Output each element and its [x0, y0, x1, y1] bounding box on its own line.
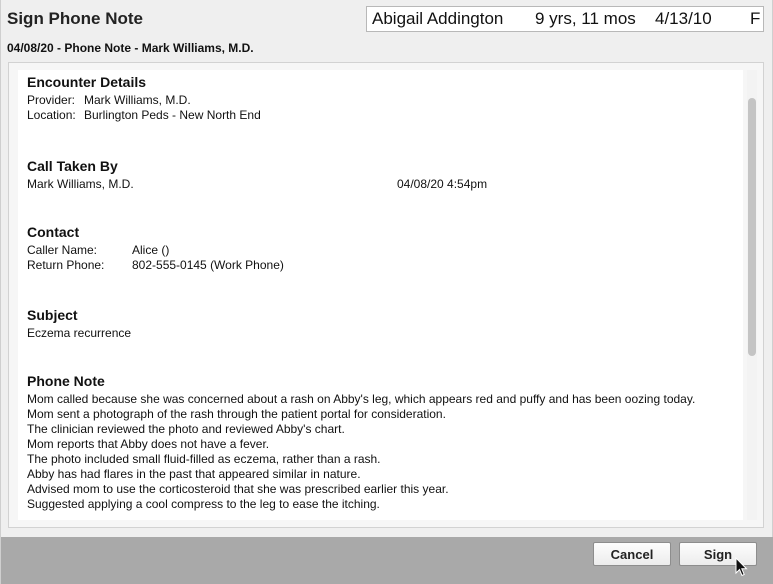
note-line: The clinician reviewed the photo and reviewed Abby's chart.	[27, 422, 345, 436]
section-heading: Call Taken By	[27, 158, 118, 174]
location-label: Location:	[27, 108, 76, 122]
return-phone-row	[27, 258, 739, 273]
note-line: Suggested applying a cool compress to the leg to ease the itching.	[27, 497, 380, 511]
section-heading: Subject	[27, 307, 78, 323]
encounter-details-section	[27, 74, 739, 123]
caller-label: Caller Name:	[27, 243, 98, 257]
note-preview-frame	[8, 62, 764, 528]
return-phone-value: 802-555-0145 (Work Phone)	[132, 258, 284, 272]
subject-section	[27, 307, 739, 341]
note-line: Abby has had flares in the past that appeared similar in nature.	[27, 467, 361, 481]
return-phone-label: Return Phone:	[27, 258, 105, 272]
patient-banner	[366, 6, 764, 32]
call-taken-name: Mark Williams, M.D.	[27, 177, 134, 191]
cancel-button[interactable]: Cancel	[593, 542, 671, 566]
call-taken-section	[27, 158, 739, 192]
section-heading: Encounter Details	[27, 74, 147, 90]
provider-row	[27, 93, 739, 108]
caller-row	[27, 243, 739, 258]
mouse-pointer-icon	[735, 557, 749, 577]
note-preview[interactable]	[18, 70, 743, 520]
provider-value: Mark Williams, M.D.	[84, 93, 191, 107]
call-taken-datetime: 04/08/20 4:54pm	[397, 177, 488, 191]
dialog-title: Sign Phone Note	[7, 9, 143, 28]
patient-dob: 4/13/10	[655, 9, 712, 28]
scroll-thumb[interactable]	[748, 98, 756, 356]
phone-note-body	[27, 392, 739, 512]
note-line: The photo included small fluid-filled as eczema, rather than a rash.	[27, 452, 381, 466]
subject-text: Eczema recurrence	[27, 326, 132, 340]
note-line: Mom called because she was concerned about a rash on Abby's leg, which appears red and puffy and has been oozing today.	[27, 392, 696, 406]
phone-note-section	[27, 373, 739, 512]
patient-name: Abigail Addington	[372, 9, 504, 28]
note-line: Advised mom to use the corticosteroid that she was prescribed earlier this year.	[27, 482, 449, 496]
location-value: Burlington Peds - New North End	[84, 108, 261, 122]
note-line: Mom sent a photograph of the rash through the patient portal for consideration.	[27, 407, 446, 421]
section-heading: Phone Note	[27, 373, 105, 389]
patient-age: 9 yrs, 11 mos	[535, 9, 636, 28]
provider-label: Provider:	[27, 93, 76, 107]
sign-button[interactable]: Sign	[679, 542, 757, 566]
call-taken-row	[27, 177, 739, 192]
section-heading: Contact	[27, 224, 80, 240]
caller-value: Alice ()	[132, 243, 170, 257]
vertical-scrollbar[interactable]	[747, 70, 757, 520]
location-row	[27, 108, 739, 123]
patient-sex: F	[750, 9, 761, 28]
dialog-footer	[1, 537, 773, 584]
note-subtitle: 04/08/20 - Phone Note - Mark Williams, M.D.	[7, 41, 254, 55]
contact-section	[27, 224, 739, 273]
note-line: Mom reports that Abby does not have a fever.	[27, 437, 270, 451]
